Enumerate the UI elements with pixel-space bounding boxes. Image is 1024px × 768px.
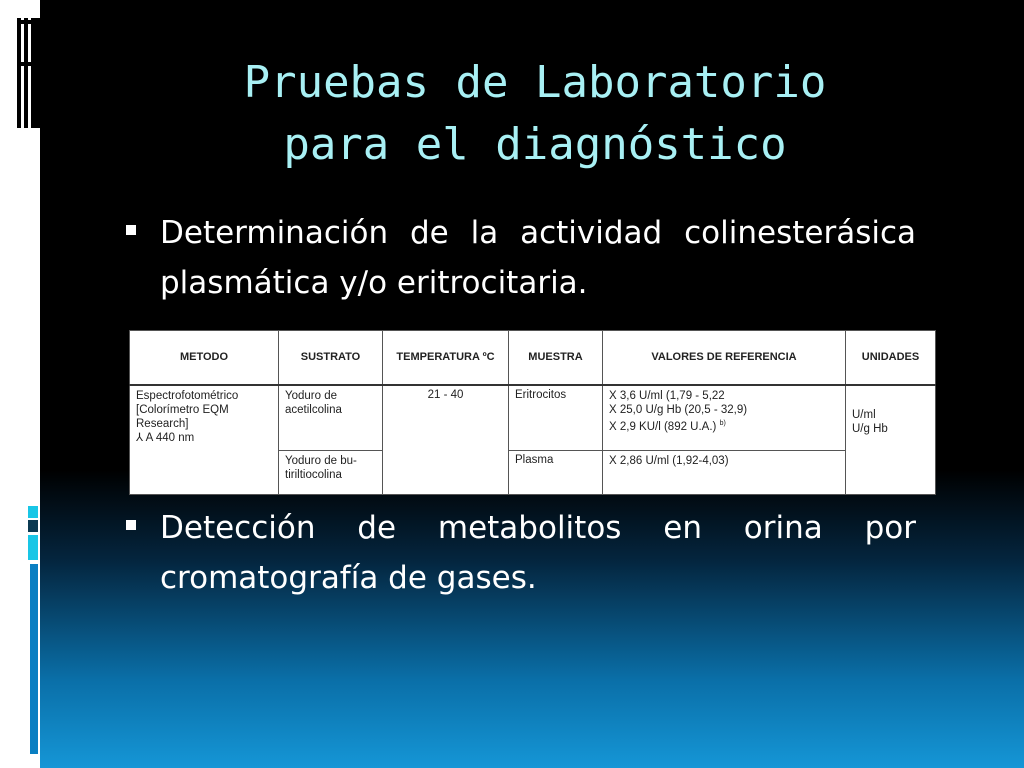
title-line-1: Pruebas de Laboratorio [243,57,827,108]
cell-muestra: Plasma [509,451,603,495]
cell-valores: X 2,86 U/ml (1,92-4,03) [603,451,846,495]
decor-bar [17,18,21,128]
cell-valores: X 3,6 U/ml (1,79 - 5,22 X 25,0 U/g Hb (20,5 - 32,9) X 2,9 KU/l (892 U.A.) $^{b)}$ [603,385,846,451]
header-metodo: METODO [130,331,279,385]
decor-bar [28,535,38,560]
bullet-square-icon [126,520,136,530]
slide-title [130,52,940,176]
header-temperatura: TEMPERATURA ºC [383,331,509,385]
lab-table [129,330,936,495]
decor-bar [24,18,28,128]
header-sustrato: SUSTRATO [279,331,383,385]
bullet-text: Determinación de la actividad colinesterásica plasmática y/o eritrocitaria. [160,215,916,301]
decor-bar [20,20,40,24]
decor-bar [20,62,40,66]
bullet-square-icon [126,225,136,235]
cell-metodo: Espectrofotométrico [Colorímetro EQM Research] ⅄ A 440 nm [130,385,279,495]
reference-table [129,330,935,495]
header-valores: VALORES DE REFERENCIA [603,331,846,385]
decor-bar [31,18,40,128]
decor-bar [30,564,38,754]
cell-temperatura: 21 - 40 [383,385,509,495]
cell-unidades: U/ml U/g Hb [846,385,936,495]
title-line-2: para el diagnóstico [283,119,787,170]
cell-sustrato: Yoduro de bu- tiriltiocolina [279,451,383,495]
cell-sustrato: Yoduro de acetilcolina [279,385,383,451]
header-muestra: MUESTRA [509,331,603,385]
decor-bar [28,506,38,518]
decor-bar [28,520,38,532]
table-row [130,385,936,451]
bullet-text: Detección de metabolitos en orina por cromatografía de gases. [160,510,916,596]
table-header-row [130,331,936,385]
bullet-item [126,208,916,308]
header-unidades: UNIDADES [846,331,936,385]
bullet-item [126,503,916,603]
cell-muestra: Eritrocitos [509,385,603,451]
